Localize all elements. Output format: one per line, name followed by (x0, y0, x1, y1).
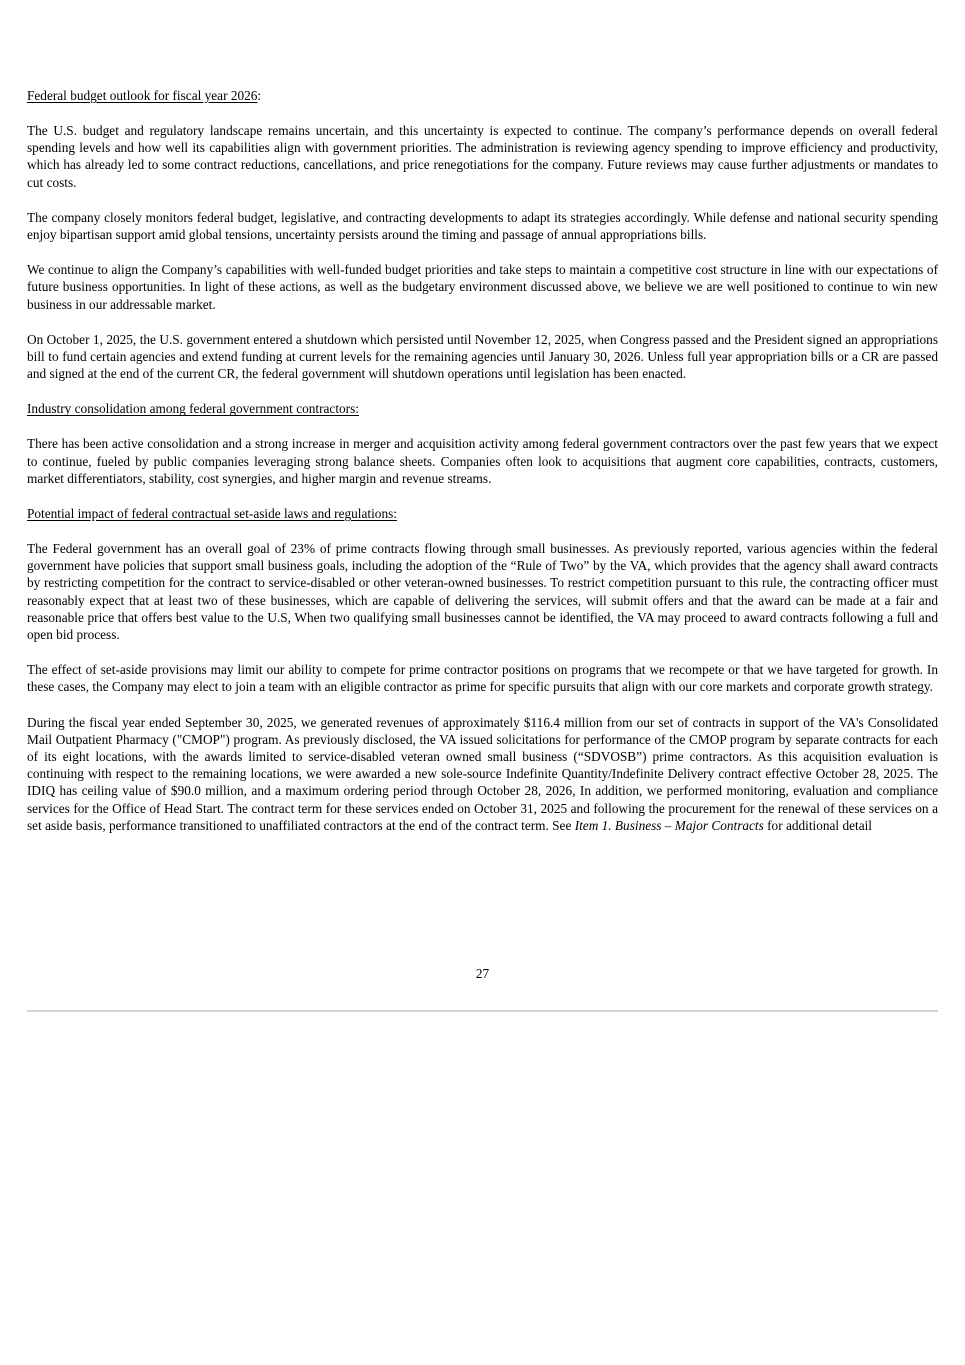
paragraph: There has been active consolidation and a strong increase in merger and acquisition activity among federal government contractors over the past few years that we expect to continue, fueled by public companies leveraging strong balance sheets. Companies often look to acquisitions that augment core capabilities, contracts, customers, market differentiators, stability, cost synergies, and higher margin and revenue streams. (27, 436, 938, 486)
page-number: 27 (475, 966, 490, 981)
paragraph: The U.S. budget and regulatory landscape remains uncertain, and this uncertainty is expected to continue. The company’s performance depends on overall federal spending levels and how well its capabilities align with government priorities. The administration is reviewing agency spending to improve efficiency and productivity, which has already led to some contract reductions, cancellations, and price renegotiations for the company. Future reviews may cause further adjustments or mandates to cut costs. (27, 123, 938, 190)
footer-divider (27, 1010, 938, 1012)
heading-suffix: : (257, 88, 262, 103)
paragraph: The Federal government has an overall goal of 23% of prime contracts flowing through small businesses. As previously reported, various agencies within the federal government have policies that support small business goals, including the adoption of the “Rule of Two” by the VA, which provides that the agency shall award contracts by restricting competition for the contract to service-disabled or other veteran-owned businesses. To restrict competition pursuant to this rule, the contracting officer must reasonably expect that at least two of these businesses, which are capable of delivering the services, will submit offers and that the award can be made at a fair and reasonable price that offers best value to the U.S, When two qualifying small businesses cannot be identified, the VA may proceed to award contracts following a full and open bid process. (27, 541, 938, 643)
paragraph: On October 1, 2025, the U.S. government entered a shutdown which persisted until November 12, 2025, when Congress passed and the President signed an appropriations bill to fund certain agencies and extend funding at current levels for the remaining agencies until January 30, 2026. Unless full year appropriation bills or a CR are passed and signed at the end of the current CR, the federal government will shutdown operations until legislation has been enacted. (27, 331, 938, 382)
section-heading-budget-outlook (27, 87, 938, 104)
paragraph: The company closely monitors federal budget, legislative, and contracting developments to adapt its strategies accordingly. While defense and national security spending enjoy bipartisan support amid global tensions, uncertainty persists around the timing and passage of annual appropriations bills. (27, 209, 938, 243)
paragraph: We continue to align the Company’s capabilities with well-funded budget priorities and take steps to maintain a competitive cost structure in line with our expectations of future business opportunities. In light of these actions, as well as the budgetary environment discussed above, we believe we are well positioned to continue to win new business in our addressable market. (27, 262, 938, 312)
section-heading-set-aside: Potential impact of federal contractual set-aside laws and regulations: (27, 506, 397, 522)
document-page (27, 87, 938, 834)
paragraph-tail: for additional detail (763, 817, 872, 833)
paragraph: The effect of set-aside provisions may limit our ability to compete for prime contractor positions on programs that we recompete or that we have targeted for growth. In these cases, the Company may elect to join a team with an eligible contractor as prime for specific pursuits that align with our core markets and corporate growth strategy. (27, 662, 938, 695)
cross-reference: Item 1. Business – Major Contracts (574, 817, 764, 833)
section-heading-consolidation: Industry consolidation among federal government contractors: (27, 401, 359, 417)
paragraph-text: During the fiscal year ended September 30, 2025, we generated revenues of approximately $116.4 million from our set of contracts in support of the VA's Consolidated Mail Outpatient Pharmacy ("CMOP") program. As previously disclosed, the VA issued solicitations for performance of the CMOP program by separate contracts for each of its eight locations, with the awards limited to service-disabled veteran owned small business (“SDVOSB”) prime contractors. As this acquisition evaluation is continuing with respect to the remaining locations, we were awarded a new sole-source Indefinite Quantity/Indefinite Delivery contract effective October 28, 2025. The IDIQ has ceiling value of $90.0 million, and a maximum ordering period through October 28, 2026, In addition, we performed monitoring, evaluation and compliance services for the Office of Head Start. The contract term for these services ended on October 31, 2025 and following the procurement for the renewal of these services on a set aside basis, performance transitioned to unaffiliated contractors at the end of the contract term. See (27, 714, 938, 833)
heading-text: Federal budget outlook for fiscal year 2026 (27, 88, 258, 103)
paragraph-cmop (27, 714, 938, 834)
